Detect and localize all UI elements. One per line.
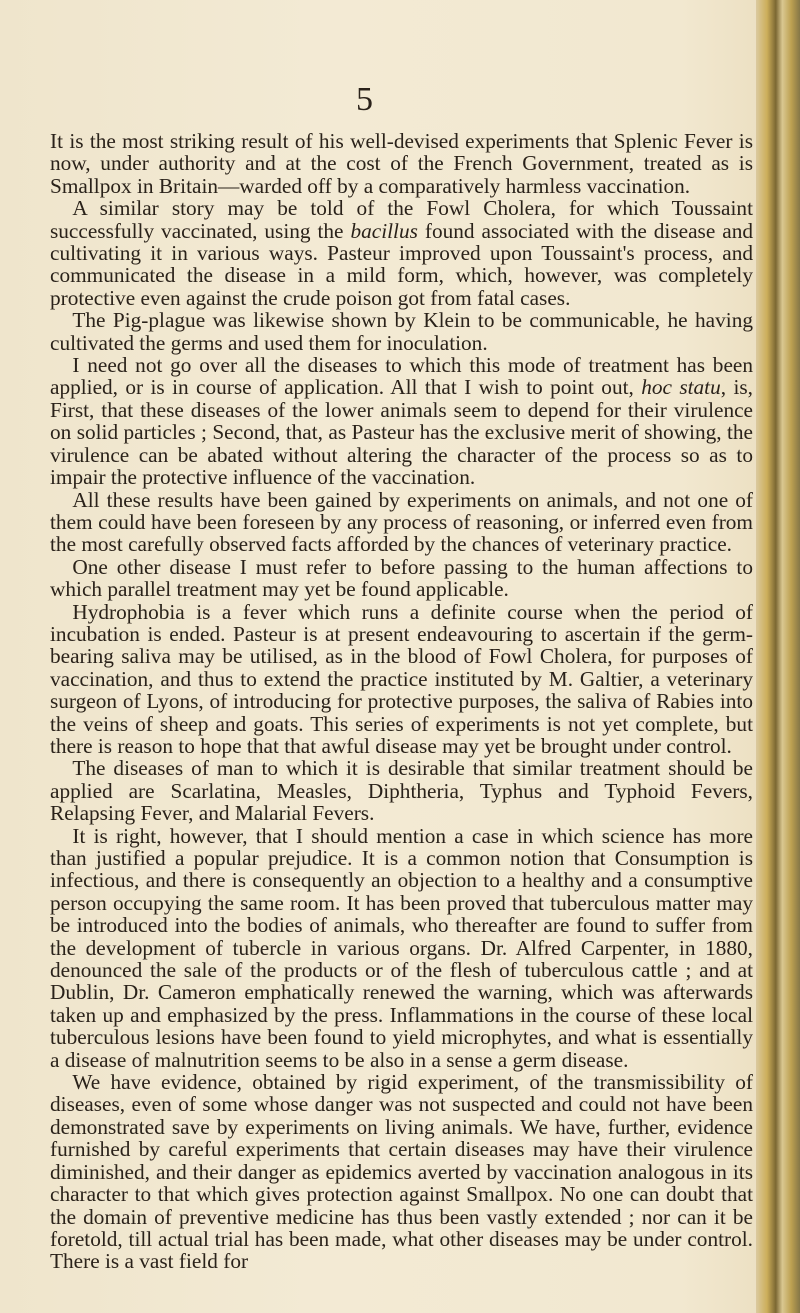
body-text <box>50 130 753 1273</box>
paragraph-splenic-fever <box>50 130 753 197</box>
page-edge <box>756 0 800 1313</box>
paragraph-text: The diseases of man to which it is desirable that similar treatment should be applied are Scarlatina, Measles, Diphtheria, Typhus and Typhoid Fevers, Relapsing Fever, and Malarial Fevers. <box>50 756 753 826</box>
paragraph-text: , is, First, that these diseases of the lower animals seem to depend for their virulence on solid particles ; Second, that, as Pasteur has the exclusive merit of showing, the virulence can be abated without altering the character of the process so as to impair the protective influence of the vaccination. <box>50 375 753 490</box>
paragraph-fowl-cholera <box>50 197 753 309</box>
paragraph-text: One other disease I must refer to before passing to the human affections to which parallel treatment may yet be found applicable. <box>50 554 753 602</box>
paragraph-text: We have evidence, obtained by rigid experiment, of the transmissibility of diseases, even of some whose danger was not suspected and could not have been demonstrated save by experiments on living animals. We have, further, evidence furnished by careful experiments that certain diseases may have their virulence diminished, and their danger as epidemics averted by vaccination analogous in its character to that which gives protection against Smallpox. No one can doubt that the domain of preventive medicine has thus been vastly extended ; nor can it be foretold, till actual trial has been made, what other diseases may be under control. There is a vast field for <box>50 1070 753 1274</box>
paragraph-consumption <box>50 825 753 1071</box>
italic-term: bacillus <box>350 218 418 243</box>
paragraph-diseases-applied <box>50 354 753 488</box>
paragraph-text: It is the most striking result of his well-devised experiments that Splenic Fever is now, under authority and at the cost of the French Government, treated as is Smallpox in Britain—warded off by a comparatively harmless vaccination. <box>50 129 753 198</box>
paragraph-one-other-disease <box>50 556 753 601</box>
paragraph-text: All these results have been gained by experiments on animals, and not one of them could have been foreseen by any process of reasoning, or inferred even from the most carefully observed facts afforded by the chances of veterinary practice. <box>50 487 753 557</box>
page-number: 5 <box>356 81 373 118</box>
paragraph-results-experiments <box>50 489 753 556</box>
paragraph-hydrophobia <box>50 601 753 758</box>
italic-term: hoc statu <box>641 375 721 400</box>
paragraph-text: found associated with the disease and cultivating it in various ways. Pasteur improved upon Toussaint's process, and communicated the disease in a mild form, which, however, was completely protective even against the crude poison got from fatal cases. <box>50 218 753 310</box>
paragraph-diseases-of-man <box>50 757 753 824</box>
paragraph-text: I need not go over all the diseases to which this mode of treatment has been applied, or is in course of application. All that I wish to point out, <box>50 353 753 400</box>
paragraph-text: The Pig-plague was likewise shown by Klein to be communicable, he having cultivated the germs and used them for inoculation. <box>50 308 753 355</box>
paragraph-evidence <box>50 1071 753 1273</box>
paragraph-text: Hydrophobia is a fever which runs a definite course when the period of incubation is ended. Pasteur is at present endeavouring to ascertain if the germ-bearing saliva may be utilised, as in the blood of Fowl Cholera, for purposes of vaccination, and thus to extend the practice instituted by M. Galtier, a veterinary surgeon of Lyons, of introducing for protective purposes, the saliva of Rabies into the veins of sheep and goats. This series of experiments is not yet complete, but there is reason to hope that that awful disease may yet be brought under control. <box>50 599 753 758</box>
paragraph-pig-plague <box>50 309 753 354</box>
paragraph-text: It is right, however, that I should mention a case in which science has more than justified a popular prejudice. It is a common notion that Consumption is infectious, and there is consequently an objection to a healthy and a consumptive person occupying the same room. It has been proved that tuberculous matter may be introduced into the bodies of animals, who thereafter are found to suffer from the development of tubercle in various organs. Dr. Alfred Carpenter, in 1880, denounced the sale of the products or of the flesh of tuberculous cattle ; and at Dublin, Dr. Cameron emphatically renewed the warning, which was afterwards taken up and emphasized by the press. Inflammations in the course of these local tuberculous lesions have been found to yield microphytes, and what is essentially a disease of malnutrition seems to be also in a sense a germ disease. <box>50 823 753 1072</box>
paragraph-text: A similar story may be told of the Fowl Cholera, for which Toussaint successfully vaccinated, using the <box>50 196 753 243</box>
